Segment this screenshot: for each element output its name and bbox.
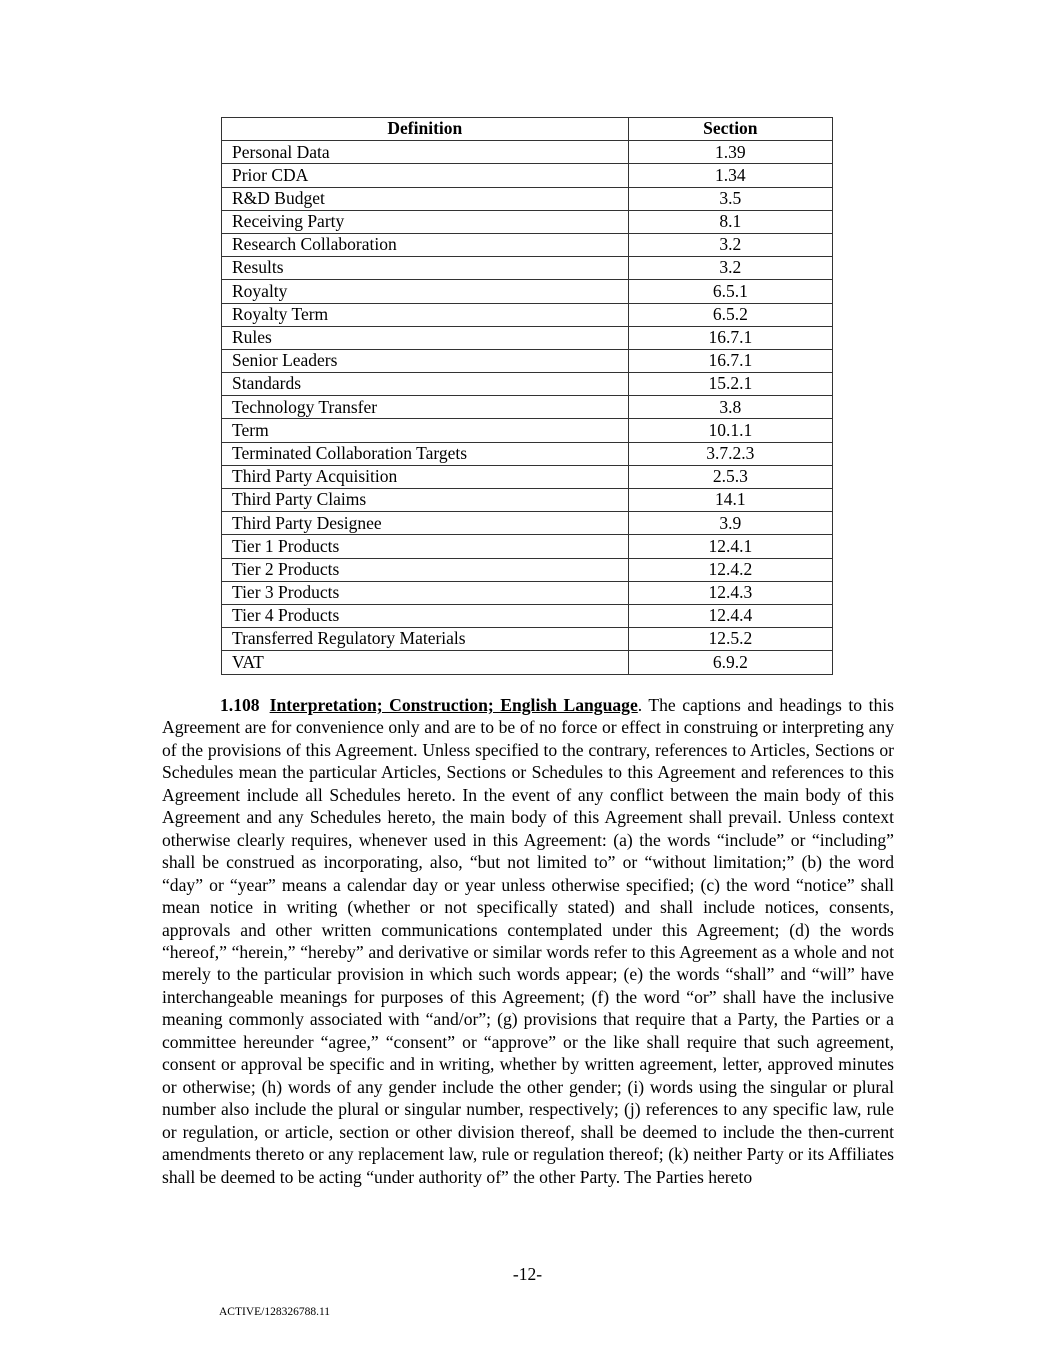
definition-term: VAT — [222, 651, 629, 674]
definition-row — [222, 396, 833, 419]
section-number: 1.108 — [220, 695, 260, 715]
definition-term: Technology Transfer — [222, 396, 629, 419]
definition-row — [222, 233, 833, 256]
definitions-table — [221, 117, 833, 675]
definition-row — [222, 651, 833, 674]
definition-row — [222, 604, 833, 627]
definition-section: 3.9 — [628, 512, 832, 535]
section-body-text: . The captions and headings to this Agreement are for convenience only and are to be of no force or effect in construing or interpreting any of the provisions of this Agreement. Unless specified to the contrary, references to Articles, Sections or Schedules mean the particular Articles, Sections or Schedules to this Agreement and references to this Agreement include all Schedules hereto. In the event of any conflict between the main body of this Agreement and any Schedules hereto, the main body of this Agreement shall prevail. Unless context otherwise clearly requires, whenever used in this Agreement: (a) the words “include” or “including” shall be construed as incorporating, also, “but not limited to” or “without limitation;” (b) the word “day” or “year” means a calendar day or year unless otherwise specified; (c) the word “notice” shall mean notice in writing (whether or not specifically stated) and shall include notices, consents, approvals and other written communications contemplated under this Agreement; (d) the words “hereof,” “herein,” “hereby” and derivative or similar words refer to this Agreement as a whole and not merely to the particular provision in which such words appear; (e) the words “shall” and “will” have interchangeable meanings for purposes of this Agreement; (f) the word “or” shall have the inclusive meaning commonly associated with “and/or”; (g) provisions that require that a Party, the Parties or a committee hereunder “agree,” “consent” or “approve” or the like shall require that such agreement, consent or approval be specific and in writing, whether by written agreement, letter, approved minutes or otherwise; (h) words of any gender include the other gender; (i) words using the singular or plural number also include the plural or singular number, respectively; (j) references to any specific law, rule or regulation, or article, section or other division thereof, shall be deemed to include the then-current amendments thereto or any replacement law, rule or regulation thereof; (k) neither Party or its Affiliates shall be deemed to be acting “under authority of” the other Party. The Parties hereto — [162, 695, 894, 1187]
definition-row — [222, 489, 833, 512]
definition-term: Standards — [222, 373, 629, 396]
definition-section: 8.1 — [628, 210, 832, 233]
definition-row — [222, 210, 833, 233]
definition-row — [222, 373, 833, 396]
section-heading: Interpretation; Construction; English Language — [269, 695, 638, 715]
definition-term: Personal Data — [222, 141, 629, 164]
definition-term: Tier 1 Products — [222, 535, 629, 558]
definition-term: Transferred Regulatory Materials — [222, 628, 629, 651]
definition-section: 2.5.3 — [628, 465, 832, 488]
definition-section: 3.7.2.3 — [628, 442, 832, 465]
definition-section: 12.4.3 — [628, 581, 832, 604]
definition-term: Senior Leaders — [222, 349, 629, 372]
definition-term: Tier 4 Products — [222, 604, 629, 627]
section-column-header: Section — [628, 118, 832, 141]
definition-row — [222, 280, 833, 303]
definition-row — [222, 535, 833, 558]
definition-term: Royalty Term — [222, 303, 629, 326]
definition-section: 1.34 — [628, 164, 832, 187]
definition-row — [222, 628, 833, 651]
definition-term: Results — [222, 257, 629, 280]
definition-row — [222, 164, 833, 187]
definition-section: 15.2.1 — [628, 373, 832, 396]
definition-section: 3.5 — [628, 187, 832, 210]
definition-section: 12.5.2 — [628, 628, 832, 651]
definitions-table-header-row — [222, 118, 833, 141]
definition-term: Term — [222, 419, 629, 442]
definition-row — [222, 465, 833, 488]
definition-section: 1.39 — [628, 141, 832, 164]
definition-term: Terminated Collaboration Targets — [222, 442, 629, 465]
definition-row — [222, 303, 833, 326]
definition-section: 3.8 — [628, 396, 832, 419]
definition-section: 12.4.2 — [628, 558, 832, 581]
definition-term: Tier 3 Products — [222, 581, 629, 604]
definition-section: 6.9.2 — [628, 651, 832, 674]
definition-section: 12.4.1 — [628, 535, 832, 558]
definition-term: Third Party Designee — [222, 512, 629, 535]
definition-row — [222, 141, 833, 164]
definition-row — [222, 419, 833, 442]
document-id: ACTIVE/128326788.11 — [219, 1306, 331, 1318]
definition-section: 6.5.1 — [628, 280, 832, 303]
definition-section: 10.1.1 — [628, 419, 832, 442]
definition-row — [222, 512, 833, 535]
definition-row — [222, 442, 833, 465]
definition-section: 16.7.1 — [628, 349, 832, 372]
definition-section: 16.7.1 — [628, 326, 832, 349]
definition-term: Third Party Acquisition — [222, 465, 629, 488]
definition-term: Receiving Party — [222, 210, 629, 233]
definition-section: 14.1 — [628, 489, 832, 512]
definition-section: 3.2 — [628, 257, 832, 280]
definition-row — [222, 257, 833, 280]
definition-term: Prior CDA — [222, 164, 629, 187]
definition-row — [222, 187, 833, 210]
definition-row — [222, 326, 833, 349]
definition-row — [222, 558, 833, 581]
definition-term: R&D Budget — [222, 187, 629, 210]
definition-section: 6.5.2 — [628, 303, 832, 326]
definition-term: Royalty — [222, 280, 629, 303]
definition-row — [222, 349, 833, 372]
definition-row — [222, 581, 833, 604]
section-1-108-paragraph — [162, 694, 894, 1188]
definition-term: Rules — [222, 326, 629, 349]
definition-section: 3.2 — [628, 233, 832, 256]
definition-term: Third Party Claims — [222, 489, 629, 512]
definition-section: 12.4.4 — [628, 604, 832, 627]
definition-term: Research Collaboration — [222, 233, 629, 256]
definition-term: Tier 2 Products — [222, 558, 629, 581]
page-number: -12- — [512, 1264, 543, 1284]
definitions-table-body — [222, 141, 833, 674]
definition-column-header: Definition — [222, 118, 629, 141]
